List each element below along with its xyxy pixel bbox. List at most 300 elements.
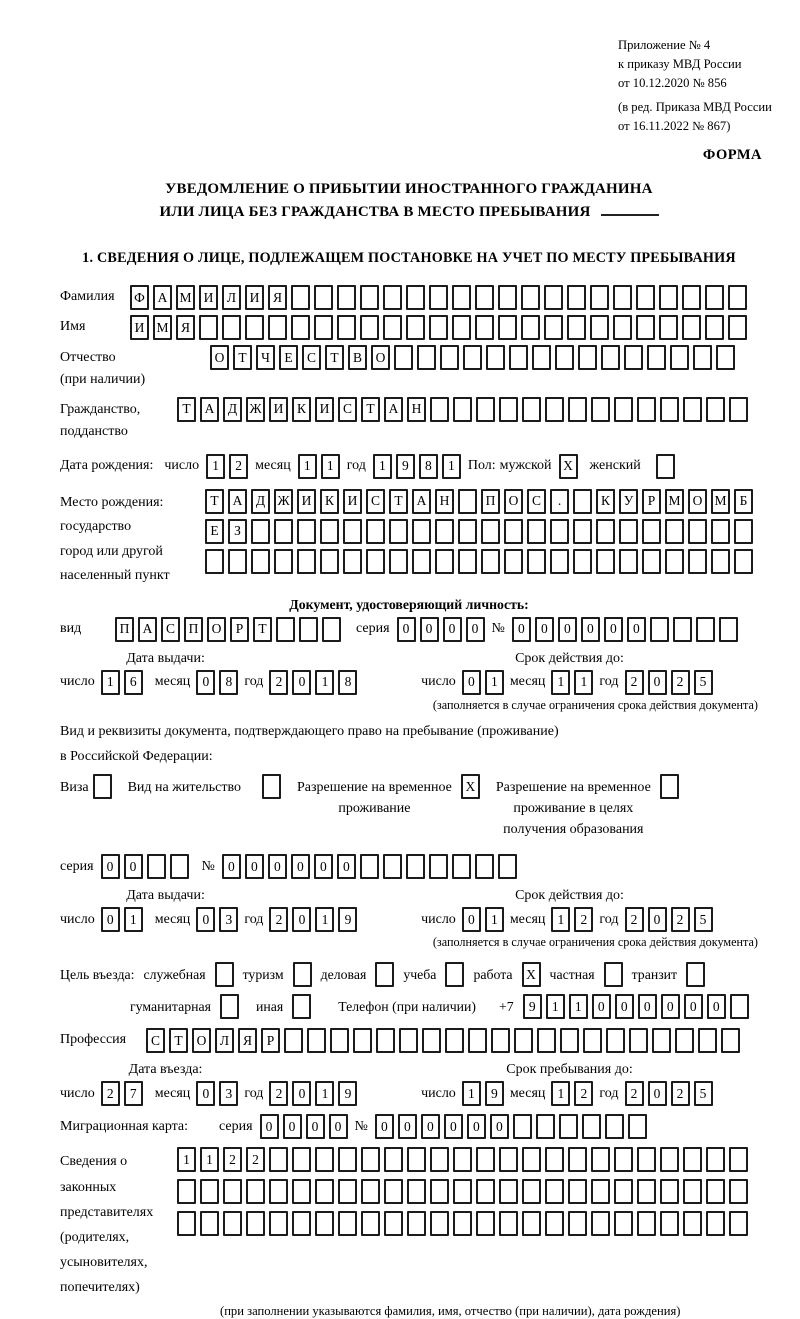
char-cell[interactable] [452,315,471,340]
char-cell[interactable] [619,549,638,574]
char-cell[interactable] [269,1147,288,1172]
char-cell[interactable]: К [292,397,311,422]
char-cell[interactable]: И [315,397,334,422]
char-cell[interactable] [291,285,310,310]
char-cell[interactable] [504,519,523,544]
char-cell[interactable] [659,315,678,340]
char-cell[interactable] [647,345,666,370]
char-cell[interactable] [716,345,735,370]
char-cell[interactable] [675,1028,694,1053]
char-cell[interactable] [583,1028,602,1053]
char-cell[interactable] [389,549,408,574]
char-cell[interactable]: 1 [177,1147,196,1172]
char-cell[interactable] [729,1211,748,1236]
char-cell[interactable] [659,285,678,310]
char-cell[interactable] [555,345,574,370]
char-cell[interactable] [568,1179,587,1204]
char-cell[interactable] [567,315,586,340]
char-cell[interactable] [315,1179,334,1204]
char-cell[interactable]: Б [734,489,753,514]
char-cell[interactable]: 0 [329,1114,348,1139]
char-cell[interactable] [291,315,310,340]
char-cell[interactable]: О [210,345,229,370]
char-cell[interactable] [458,489,477,514]
char-cell[interactable] [498,854,517,879]
char-cell[interactable] [693,345,712,370]
char-cell[interactable] [274,519,293,544]
char-cell[interactable]: 1 [315,1081,334,1106]
char-cell[interactable] [429,315,448,340]
char-cell[interactable] [568,1147,587,1172]
char-cell[interactable]: Ф [130,285,149,310]
char-cell[interactable]: 1 [124,907,143,932]
char-cell[interactable]: 2 [246,1147,265,1172]
char-cell[interactable] [251,549,270,574]
char-cell[interactable] [532,345,551,370]
char-cell[interactable] [614,1179,633,1204]
char-cell[interactable]: 0 [592,994,611,1019]
char-cell[interactable]: 1 [551,907,570,932]
char-cell[interactable]: 0 [124,854,143,879]
char-cell[interactable] [475,854,494,879]
char-cell[interactable] [177,1211,196,1236]
char-cell[interactable] [614,1147,633,1172]
char-cell[interactable]: 0 [314,854,333,879]
char-cell[interactable] [383,315,402,340]
char-cell[interactable] [730,994,749,1019]
char-cell[interactable]: 0 [615,994,634,1019]
char-cell[interactable]: 5 [694,670,713,695]
char-cell[interactable]: М [176,285,195,310]
char-cell[interactable] [200,1211,219,1236]
char-cell[interactable] [384,1211,403,1236]
char-cell[interactable]: А [153,285,172,310]
char-cell[interactable] [452,854,471,879]
char-cell[interactable]: 0 [245,854,264,879]
char-cell[interactable] [536,1114,555,1139]
char-cell[interactable] [711,549,730,574]
char-cell[interactable]: 0 [337,854,356,879]
char-cell[interactable] [412,549,431,574]
char-cell[interactable] [458,549,477,574]
char-cell[interactable]: 3 [219,1081,238,1106]
char-cell[interactable] [476,397,495,422]
char-cell[interactable]: Н [407,397,426,422]
char-cell[interactable] [338,1179,357,1204]
char-cell[interactable] [412,519,431,544]
char-cell[interactable] [682,315,701,340]
char-cell[interactable]: Т [325,345,344,370]
char-cell[interactable]: 0 [467,1114,486,1139]
char-cell[interactable] [170,854,189,879]
char-cell[interactable] [453,1179,472,1204]
char-cell[interactable] [582,1114,601,1139]
char-cell[interactable] [573,519,592,544]
char-cell[interactable] [537,1028,556,1053]
char-cell[interactable]: С [366,489,385,514]
char-cell[interactable] [435,519,454,544]
char-cell[interactable] [399,1028,418,1053]
char-cell[interactable]: А [138,617,157,642]
char-cell[interactable] [682,285,701,310]
char-cell[interactable]: 0 [490,1114,509,1139]
char-cell[interactable]: 0 [443,617,462,642]
char-cell[interactable] [430,397,449,422]
char-cell[interactable] [545,397,564,422]
char-cell[interactable] [458,519,477,544]
char-cell[interactable]: 0 [420,617,439,642]
char-cell[interactable] [527,519,546,544]
char-cell[interactable] [673,617,692,642]
char-cell[interactable] [475,315,494,340]
char-cell[interactable] [636,285,655,310]
char-cell[interactable]: К [596,489,615,514]
char-cell[interactable]: 1 [442,454,461,479]
char-cell[interactable] [93,774,112,799]
char-cell[interactable]: 0 [648,1081,667,1106]
char-cell[interactable] [338,1147,357,1172]
char-cell[interactable]: 0 [222,854,241,879]
char-cell[interactable]: 7 [124,1081,143,1106]
char-cell[interactable] [417,345,436,370]
char-cell[interactable] [475,285,494,310]
char-cell[interactable]: 2 [229,454,248,479]
char-cell[interactable]: 0 [292,907,311,932]
char-cell[interactable] [366,549,385,574]
char-cell[interactable] [297,519,316,544]
char-cell[interactable] [407,1179,426,1204]
char-cell[interactable] [463,345,482,370]
char-cell[interactable] [177,1179,196,1204]
char-cell[interactable]: 2 [625,1081,644,1106]
char-cell[interactable] [499,1179,518,1204]
char-cell[interactable]: 0 [268,854,287,879]
char-cell[interactable]: 8 [419,454,438,479]
char-cell[interactable]: 1 [546,994,565,1019]
char-cell[interactable]: 0 [512,617,531,642]
char-cell[interactable] [637,1179,656,1204]
char-cell[interactable]: 1 [569,994,588,1019]
char-cell[interactable]: 0 [466,617,485,642]
char-cell[interactable]: Е [205,519,224,544]
char-cell[interactable] [375,962,394,987]
char-cell[interactable] [360,285,379,310]
char-cell[interactable]: А [412,489,431,514]
char-cell[interactable] [637,1211,656,1236]
char-cell[interactable]: 2 [574,1081,593,1106]
char-cell[interactable] [343,549,362,574]
char-cell[interactable] [297,549,316,574]
char-cell[interactable] [509,345,528,370]
char-cell[interactable] [601,345,620,370]
char-cell[interactable] [383,854,402,879]
char-cell[interactable]: В [348,345,367,370]
char-cell[interactable]: Т [233,345,252,370]
char-cell[interactable]: 2 [671,670,690,695]
char-cell[interactable]: И [297,489,316,514]
char-cell[interactable]: 0 [196,1081,215,1106]
char-cell[interactable]: О [371,345,390,370]
char-cell[interactable] [430,1179,449,1204]
char-cell[interactable]: И [269,397,288,422]
char-cell[interactable] [619,519,638,544]
char-cell[interactable]: 6 [124,670,143,695]
char-cell[interactable] [361,1211,380,1236]
char-cell[interactable] [205,549,224,574]
char-cell[interactable]: О [504,489,523,514]
char-cell[interactable]: 0 [604,617,623,642]
char-cell[interactable] [366,519,385,544]
char-cell[interactable]: О [207,617,226,642]
char-cell[interactable] [276,617,295,642]
char-cell[interactable] [550,519,569,544]
char-cell[interactable] [468,1028,487,1053]
char-cell[interactable] [550,549,569,574]
char-cell[interactable]: Е [279,345,298,370]
char-cell[interactable]: 0 [684,994,703,1019]
char-cell[interactable] [429,854,448,879]
char-cell[interactable]: 0 [196,907,215,932]
char-cell[interactable] [734,549,753,574]
char-cell[interactable] [406,854,425,879]
char-cell[interactable] [215,962,234,987]
char-cell[interactable]: 0 [535,617,554,642]
char-cell[interactable]: Я [268,285,287,310]
char-cell[interactable]: 0 [292,1081,311,1106]
char-cell[interactable]: С [338,397,357,422]
char-cell[interactable] [269,1211,288,1236]
char-cell[interactable] [656,454,675,479]
char-cell[interactable]: 1 [321,454,340,479]
char-cell[interactable] [445,962,464,987]
char-cell[interactable] [522,1147,541,1172]
char-cell[interactable] [376,1028,395,1053]
char-cell[interactable] [522,397,541,422]
char-cell[interactable]: О [192,1028,211,1053]
char-cell[interactable] [613,315,632,340]
char-cell[interactable] [498,285,517,310]
char-cell[interactable]: 9 [338,907,357,932]
char-cell[interactable] [660,1147,679,1172]
char-cell[interactable] [435,549,454,574]
char-cell[interactable] [245,315,264,340]
char-cell[interactable] [360,854,379,879]
char-cell[interactable]: X [461,774,480,799]
char-cell[interactable] [711,519,730,544]
char-cell[interactable]: 2 [223,1147,242,1172]
char-cell[interactable]: С [302,345,321,370]
char-cell[interactable]: 8 [219,670,238,695]
char-cell[interactable] [545,1179,564,1204]
char-cell[interactable] [705,285,724,310]
char-cell[interactable] [476,1211,495,1236]
char-cell[interactable]: А [384,397,403,422]
char-cell[interactable]: 0 [421,1114,440,1139]
char-cell[interactable]: 2 [269,1081,288,1106]
char-cell[interactable] [293,962,312,987]
char-cell[interactable] [486,345,505,370]
char-cell[interactable] [591,397,610,422]
char-cell[interactable]: 2 [101,1081,120,1106]
char-cell[interactable]: Т [169,1028,188,1053]
char-cell[interactable] [734,519,753,544]
char-cell[interactable] [522,1179,541,1204]
char-cell[interactable] [315,1147,334,1172]
char-cell[interactable] [292,994,311,1019]
char-cell[interactable] [629,1028,648,1053]
char-cell[interactable] [591,1211,610,1236]
char-cell[interactable]: 0 [196,670,215,695]
char-cell[interactable] [269,1179,288,1204]
char-cell[interactable]: 1 [462,1081,481,1106]
char-cell[interactable] [728,315,747,340]
char-cell[interactable] [544,315,563,340]
char-cell[interactable] [453,397,472,422]
char-cell[interactable] [660,397,679,422]
char-cell[interactable] [307,1028,326,1053]
char-cell[interactable]: С [161,617,180,642]
char-cell[interactable] [568,1211,587,1236]
char-cell[interactable]: 0 [627,617,646,642]
char-cell[interactable] [545,1147,564,1172]
char-cell[interactable] [660,1211,679,1236]
char-cell[interactable] [322,617,341,642]
char-cell[interactable]: 0 [397,617,416,642]
char-cell[interactable]: 0 [648,670,667,695]
char-cell[interactable] [606,1028,625,1053]
char-cell[interactable]: 1 [200,1147,219,1172]
char-cell[interactable] [147,854,166,879]
char-cell[interactable]: 5 [694,907,713,932]
char-cell[interactable] [728,285,747,310]
char-cell[interactable]: Т [253,617,272,642]
char-cell[interactable]: 0 [444,1114,463,1139]
char-cell[interactable] [445,1028,464,1053]
char-cell[interactable] [491,1028,510,1053]
char-cell[interactable] [614,397,633,422]
char-cell[interactable] [292,1179,311,1204]
char-cell[interactable] [430,1211,449,1236]
char-cell[interactable] [636,315,655,340]
char-cell[interactable] [499,1211,518,1236]
char-cell[interactable] [383,285,402,310]
char-cell[interactable]: П [115,617,134,642]
char-cell[interactable]: 0 [638,994,657,1019]
char-cell[interactable] [499,1147,518,1172]
char-cell[interactable]: 0 [462,907,481,932]
char-cell[interactable]: П [481,489,500,514]
char-cell[interactable] [624,345,643,370]
char-cell[interactable] [337,315,356,340]
char-cell[interactable] [504,549,523,574]
char-cell[interactable] [544,285,563,310]
char-cell[interactable] [652,1028,671,1053]
char-cell[interactable]: 0 [648,907,667,932]
char-cell[interactable]: . [550,489,569,514]
char-cell[interactable] [452,285,471,310]
char-cell[interactable]: 9 [396,454,415,479]
char-cell[interactable]: К [320,489,339,514]
char-cell[interactable]: 2 [671,1081,690,1106]
char-cell[interactable] [614,1211,633,1236]
char-cell[interactable] [429,285,448,310]
char-cell[interactable] [683,1211,702,1236]
char-cell[interactable]: 0 [558,617,577,642]
char-cell[interactable]: М [153,315,172,340]
char-cell[interactable]: 9 [485,1081,504,1106]
char-cell[interactable] [665,549,684,574]
char-cell[interactable]: У [619,489,638,514]
char-cell[interactable] [453,1147,472,1172]
char-cell[interactable]: 0 [260,1114,279,1139]
char-cell[interactable]: X [559,454,578,479]
char-cell[interactable] [706,1179,725,1204]
char-cell[interactable] [605,1114,624,1139]
char-cell[interactable] [223,1211,242,1236]
char-cell[interactable]: О [688,489,707,514]
char-cell[interactable] [573,489,592,514]
char-cell[interactable]: 0 [462,670,481,695]
char-cell[interactable] [527,549,546,574]
char-cell[interactable] [628,1114,647,1139]
char-cell[interactable] [637,1147,656,1172]
char-cell[interactable]: Т [177,397,196,422]
char-cell[interactable] [228,549,247,574]
char-cell[interactable]: 8 [338,670,357,695]
char-cell[interactable]: А [200,397,219,422]
char-cell[interactable] [406,285,425,310]
char-cell[interactable] [686,962,705,987]
char-cell[interactable] [660,1179,679,1204]
char-cell[interactable] [337,285,356,310]
char-cell[interactable] [361,1179,380,1204]
char-cell[interactable] [384,1179,403,1204]
char-cell[interactable] [200,1179,219,1204]
char-cell[interactable] [706,1147,725,1172]
char-cell[interactable] [513,1114,532,1139]
char-cell[interactable] [514,1028,533,1053]
char-cell[interactable] [590,315,609,340]
char-cell[interactable]: 5 [694,1081,713,1106]
char-cell[interactable]: 0 [101,854,120,879]
char-cell[interactable]: 1 [574,670,593,695]
char-cell[interactable] [299,617,318,642]
char-cell[interactable]: 0 [661,994,680,1019]
char-cell[interactable] [705,315,724,340]
char-cell[interactable]: Ж [274,489,293,514]
char-cell[interactable]: 2 [625,670,644,695]
char-cell[interactable]: 1 [315,907,334,932]
char-cell[interactable] [315,1211,334,1236]
char-cell[interactable]: 1 [315,670,334,695]
char-cell[interactable] [223,1179,242,1204]
char-cell[interactable] [642,549,661,574]
char-cell[interactable]: Ч [256,345,275,370]
char-cell[interactable] [696,617,715,642]
char-cell[interactable] [522,1211,541,1236]
char-cell[interactable]: 1 [101,670,120,695]
char-cell[interactable]: 1 [373,454,392,479]
char-cell[interactable] [683,1147,702,1172]
char-cell[interactable] [407,1211,426,1236]
char-cell[interactable] [268,315,287,340]
char-cell[interactable]: 1 [551,670,570,695]
char-cell[interactable]: 0 [292,670,311,695]
char-cell[interactable]: Д [223,397,242,422]
char-cell[interactable]: 0 [101,907,120,932]
char-cell[interactable] [568,397,587,422]
char-cell[interactable] [338,1211,357,1236]
